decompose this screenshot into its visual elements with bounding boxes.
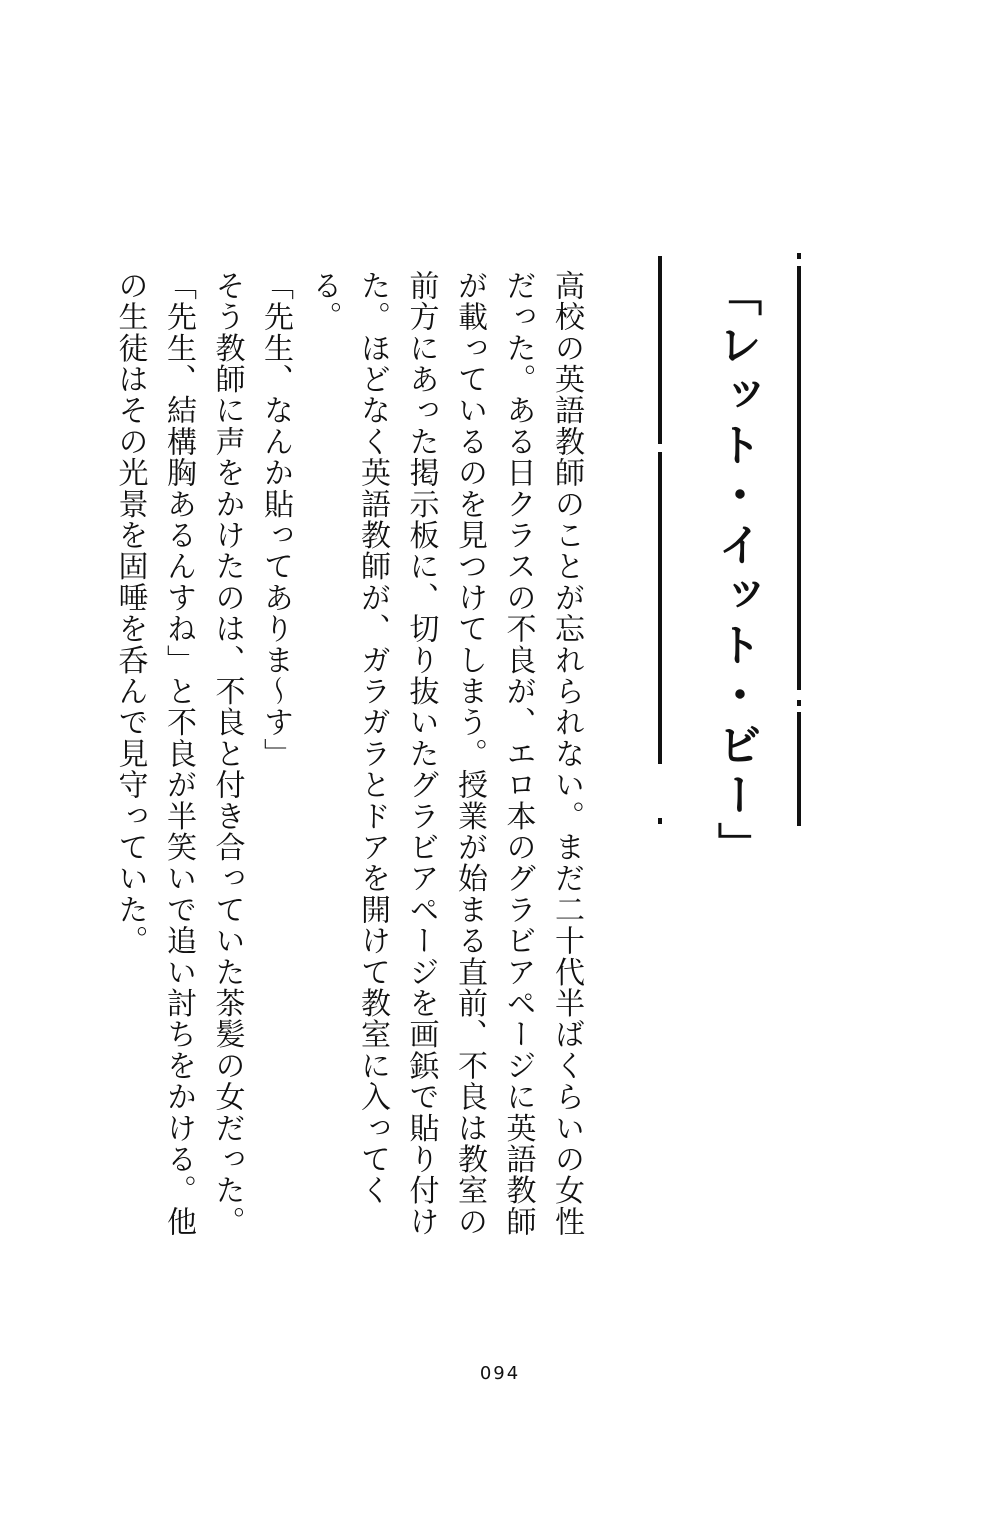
title-rule-dot — [797, 253, 801, 259]
paragraph: 高校の英語教師のことが忘れられない。まだ二十代半ばくらいの女性だった。ある日クラスの不良が、エロ本のグラビアページに英語教師が載っているのを見つけてしまう。授業が始まる直前、不良は教室の前方にあった掲示板に、切り抜いたグラビアページを画鋲で貼り付けた。ほどなく英語教師が、ガラガラとドアを開けて教室に入ってくる。 — [306, 270, 584, 1238]
page-number: 094 — [479, 1363, 521, 1384]
title-rule-left — [658, 452, 662, 764]
title-rule-right — [797, 712, 801, 826]
title-rule-right — [797, 266, 801, 690]
title-rule-dot — [658, 818, 662, 824]
paragraph-dialogue: 「先生、なんか貼ってありま〜す」 — [258, 270, 293, 770]
chapter-title: 「レット・イット・ビー」 — [710, 272, 761, 872]
title-rule-left — [658, 256, 662, 444]
title-rule-dot — [797, 700, 801, 706]
paragraph: そう教師に声をかけたのは、不良と付き合っていた茶髪の女だった。「先生、結構胸あるんすね」と不良が半笑いで追い討ちをかける。他の生徒はその光景を固唾を呑んで見守っていた。 — [112, 270, 245, 1238]
body-text — [112, 270, 590, 1250]
